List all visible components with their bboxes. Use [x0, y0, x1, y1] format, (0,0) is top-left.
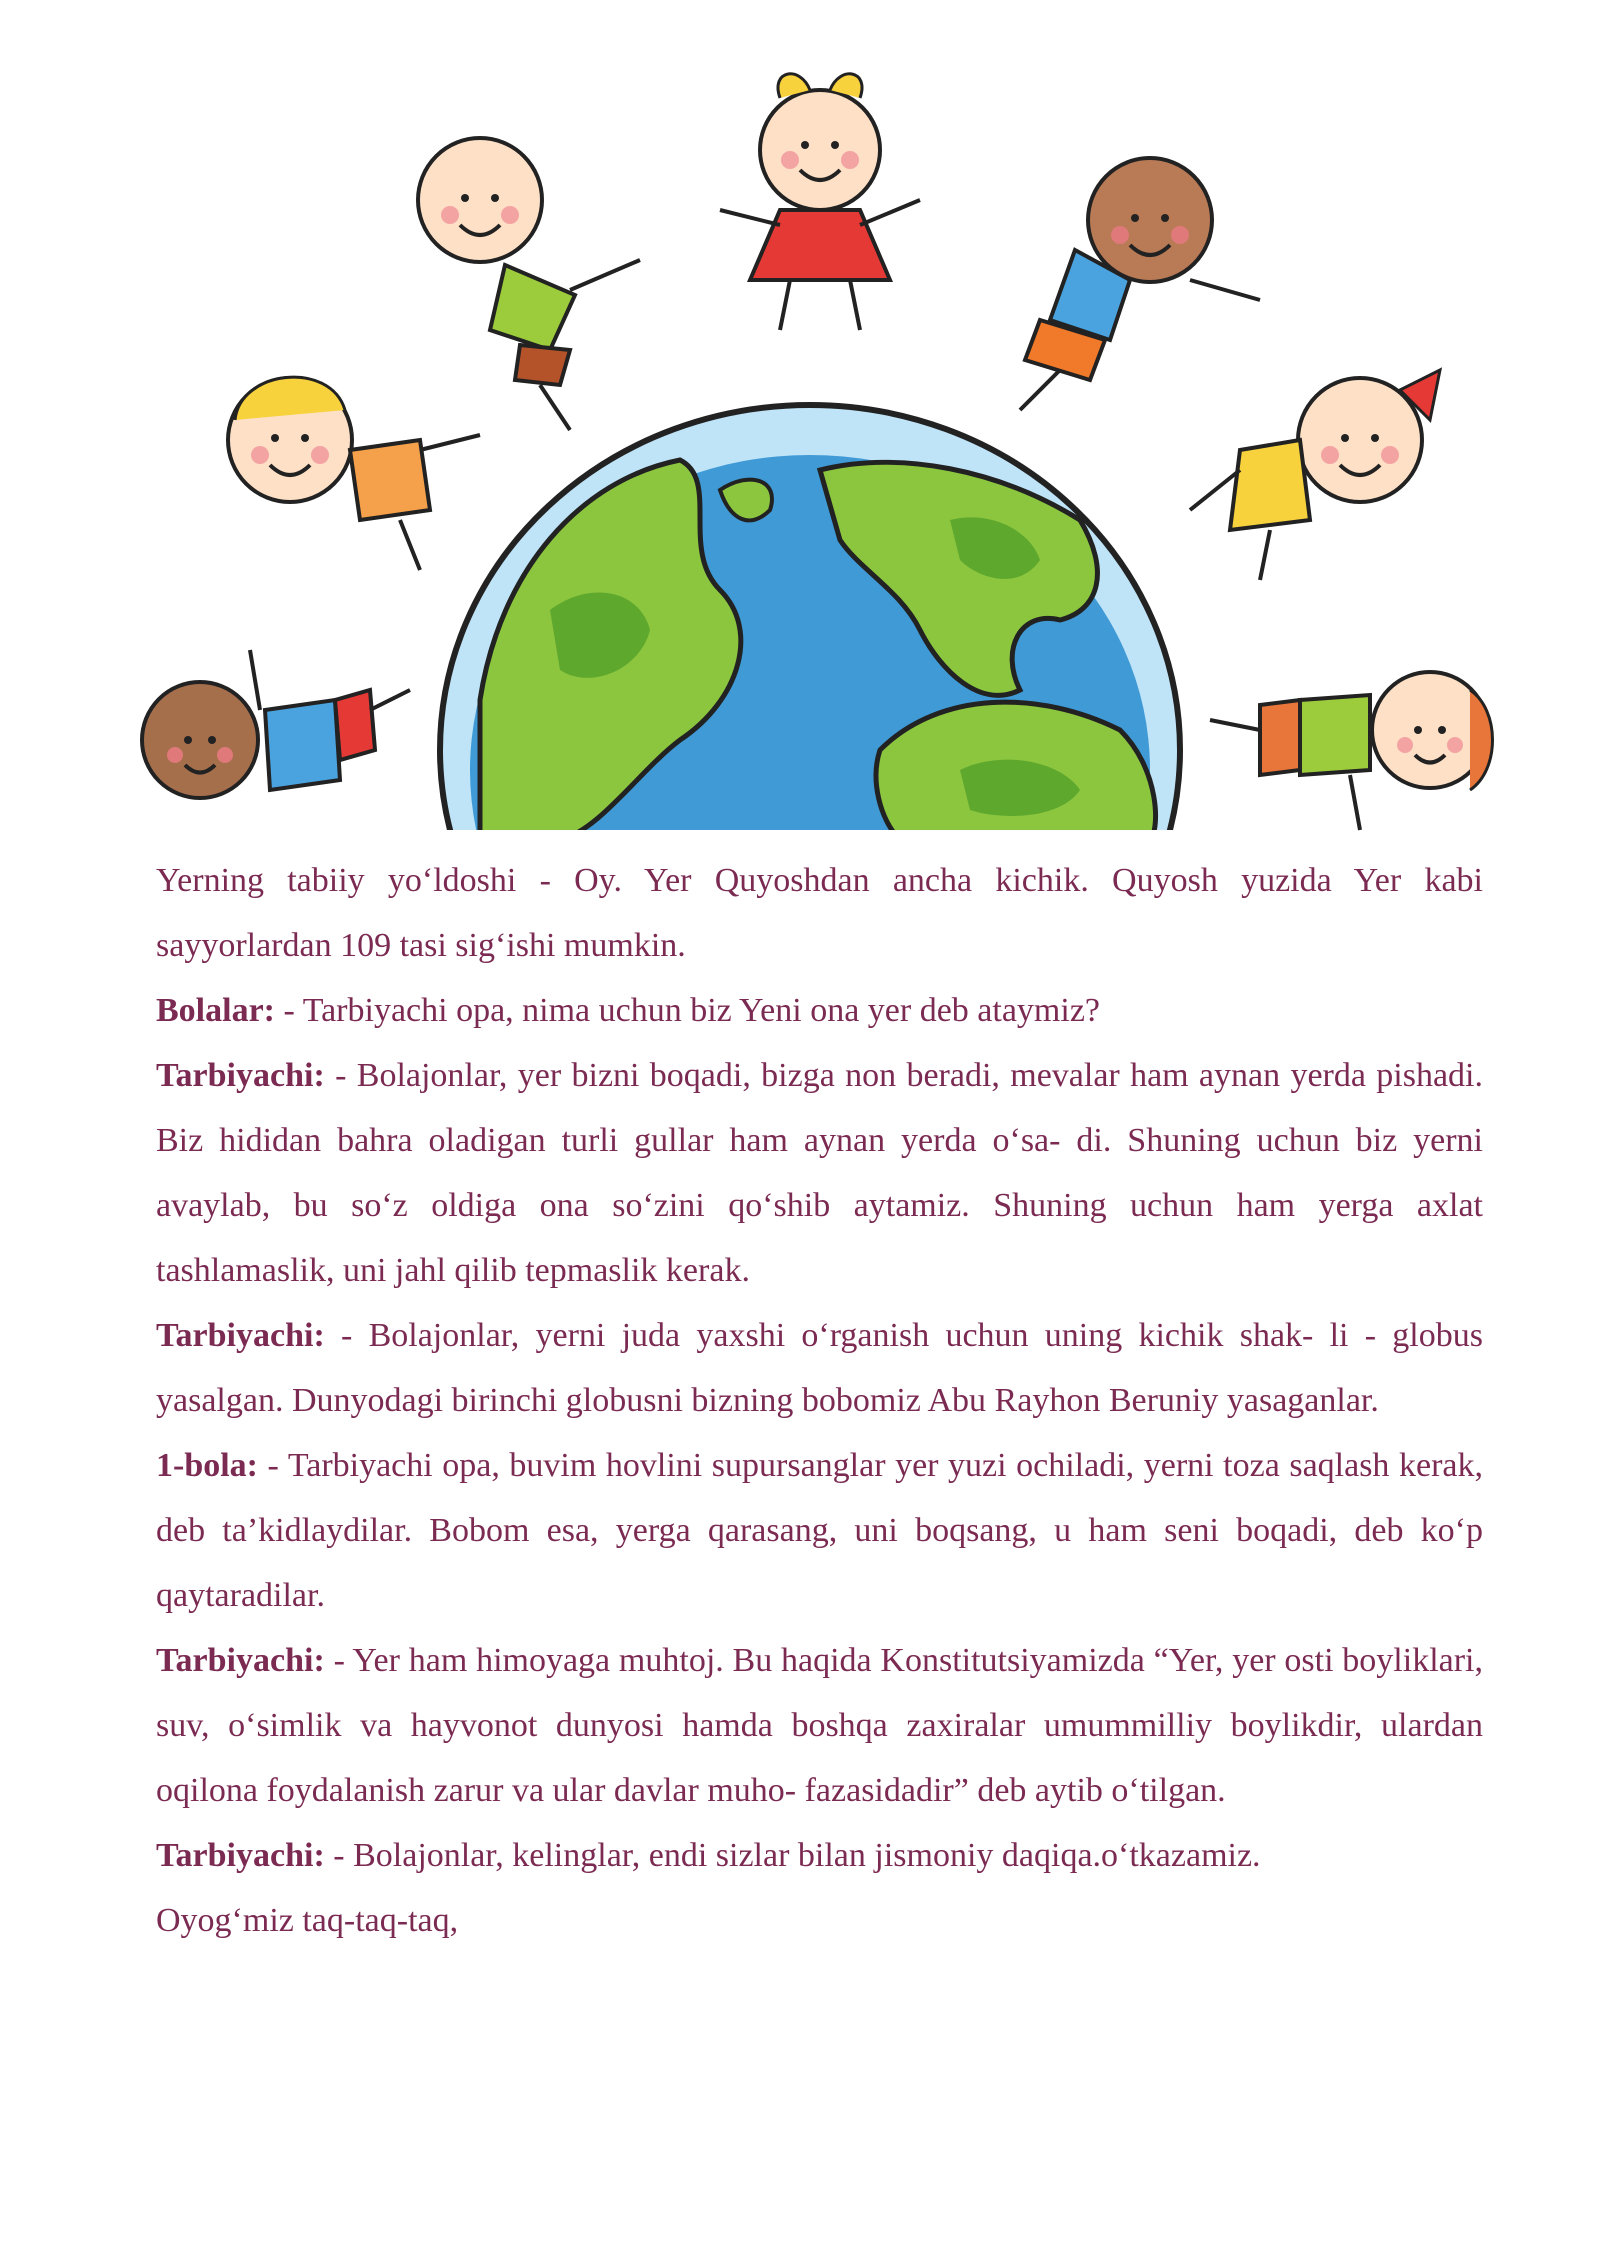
kid-top-right: [1020, 158, 1260, 410]
kid-bottom-left: [142, 650, 410, 798]
paragraph: [156, 978, 1483, 1043]
speaker-label: Tarbiyachi:: [156, 1057, 325, 1094]
kid-top-left: [418, 138, 640, 430]
paragraph-text: - Bolajonlar, kelinglar, endi sizlar bilan jismoniy daqiqa.o‘tkazamiz.: [324, 1837, 1261, 1874]
kid-mid-left: [228, 377, 480, 570]
story-text: [156, 848, 1483, 1953]
paragraph: [156, 1433, 1483, 1628]
kids-around-earth-illustration: [120, 50, 1520, 840]
paragraph: [156, 1303, 1483, 1433]
speaker-label: Tarbiyachi:: [156, 1642, 325, 1679]
speaker-label: Bolalar:: [156, 992, 275, 1029]
paragraph-text: - Bolajonlar, yerni juda yaxshi o‘rganish uchun uning kichik shak- li - globus yasalgan. Dunyodagi birinchi globusni bizning bobomiz Abu Rayhon Beruniy yasaganlar.: [156, 1317, 1483, 1419]
earth-globe-icon: [440, 405, 1180, 840]
paragraph-text: Oyog‘miz taq-taq-taq,: [156, 1902, 459, 1939]
kid-bottom-right: [1210, 672, 1493, 830]
paragraph: [156, 848, 1483, 978]
speaker-label: Tarbiyachi:: [156, 1837, 325, 1874]
paragraph: [156, 1823, 1483, 1888]
paragraph: [156, 1888, 1483, 1953]
speaker-label: 1-bola:: [156, 1447, 258, 1484]
paragraph: [156, 1043, 1483, 1303]
kid-mid-right: [1190, 370, 1440, 580]
paragraph-text: Yerning tabiiy yo‘ldoshi - Oy. Yer Quyoshdan ancha kichik. Quyosh yuzida Yer kabi sayyorlardan 109 tasi sig‘ishi mumkin.: [156, 862, 1483, 964]
paragraph-text: - Tarbiyachi opa, buvim hovlini supursanglar yer yuzi ochiladi, yerni toza saqlash kerak, deb ta’kidlaydilar. Bobom esa, yerga qarasang, uni boqsang, u ham seni boqadi, deb ko‘p qaytaradilar.: [156, 1447, 1483, 1614]
paragraph-text: - Yer ham himoyaga muhtoj. Bu haqida Konstitutsiyamizda “Yer, yer osti boyliklari, suv, o‘simlik va hayvonot dunyosi hamda boshqa zaxiralar umummilliy boylikdir, ulardan oqilona foydalanish zarur va ular davlar muho- fazasidadir” deb aytib o‘tilgan.: [156, 1642, 1483, 1809]
speaker-label: Tarbiyachi:: [156, 1317, 325, 1354]
paragraph: [156, 1628, 1483, 1823]
paragraph-text: - Bolajonlar, yer bizni boqadi, bizga non beradi, mevalar ham aynan yerda pishadi. Biz hididan bahra oladigan turli gullar ham aynan yerda o‘sa- di. Shuning uchun biz yerni avaylab, bu so‘z oldiga ona so‘zini qo‘shib aytamiz. Shuning uchun ham yerga axlat tashlamaslik, uni jahl qilib tepmaslik kerak.: [156, 1057, 1483, 1289]
paragraph-text: - Tarbiyachi opa, nima uchun biz Yeni ona yer deb ataymiz?: [274, 992, 1100, 1029]
kid-top-center: [720, 74, 920, 330]
